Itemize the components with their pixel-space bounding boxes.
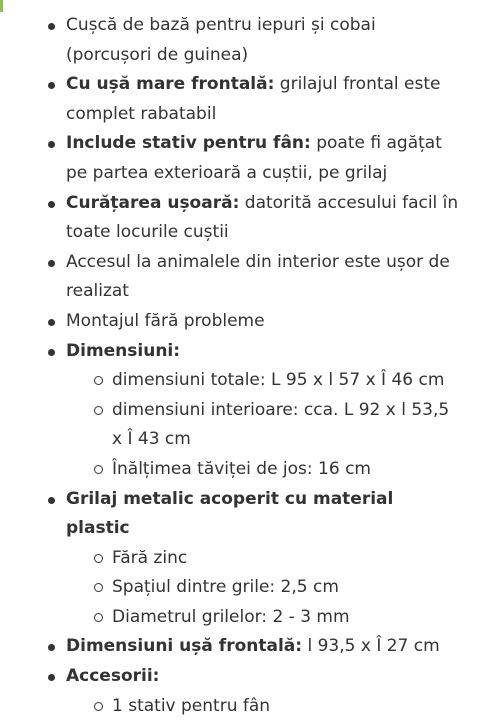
sub-item-text: dimensiuni interioare: cca. L 92 x l 53,5 x Î 43 cm <box>112 399 450 450</box>
sub-item <box>66 692 461 721</box>
bullet-icon <box>48 23 55 30</box>
feature-text: datorită accesului facil în toate locurile cuștii <box>66 192 459 243</box>
grid-sublist <box>66 544 461 633</box>
feature-item-dimensions <box>0 337 479 485</box>
feature-item <box>0 248 479 307</box>
sub-item <box>66 603 461 633</box>
feature-bold-label: Grilaj metalic acoperit cu material plastic <box>66 488 394 539</box>
sub-item <box>66 366 461 396</box>
bullet-icon <box>48 497 55 504</box>
feature-text: Montajul fără probleme <box>66 310 265 331</box>
sub-item <box>66 544 461 574</box>
sub-item-text: dimensiuni totale: L 95 x l 57 x Î 46 cm <box>112 370 445 391</box>
feature-text: poate fi agățat pe partea exterioară a cuștii, pe grilaj <box>66 133 442 183</box>
feature-item <box>0 129 479 188</box>
dimensions-sublist <box>66 366 461 484</box>
sub-item-text: 1 stativ pentru fân <box>112 695 271 716</box>
feature-item <box>0 11 479 70</box>
feature-bold-label: Curățarea ușoară: <box>66 192 240 213</box>
bullet-icon <box>48 674 55 681</box>
feature-item <box>0 70 479 129</box>
sub-item-text: Spațiul dintre grile: 2,5 cm <box>112 577 339 598</box>
feature-text: Cușcă de bază pentru iepuri și cobai (porcușori de guinea) <box>66 15 376 65</box>
feature-bold-label: Cu ușă mare frontală: <box>66 74 275 95</box>
circle-bullet-icon <box>94 702 103 711</box>
sub-item <box>66 573 461 603</box>
sub-item-text: Diametrul grilelor: 2 - 3 mm <box>112 606 350 627</box>
circle-bullet-icon <box>94 583 103 592</box>
bullet-icon <box>48 644 55 651</box>
circle-bullet-icon <box>94 406 103 415</box>
circle-bullet-icon <box>94 613 103 622</box>
product-features-list <box>0 11 479 721</box>
bullet-icon <box>48 201 55 208</box>
bullet-icon <box>48 141 55 148</box>
sub-item-text: Fără zinc <box>112 547 188 568</box>
accessories-sublist <box>66 692 461 721</box>
feature-bold-label: Dimensiuni ușă frontală: <box>66 636 303 657</box>
feature-text: grilajul frontal este complet rabatabil <box>66 74 441 124</box>
circle-bullet-icon <box>94 465 103 474</box>
circle-bullet-icon <box>94 554 103 563</box>
bullet-icon <box>48 319 55 326</box>
feature-text: l 93,5 x Î 27 cm <box>302 636 440 657</box>
feature-item <box>0 632 479 662</box>
circle-bullet-icon <box>94 376 103 385</box>
sub-item-text: Înălțimea tăviței de jos: 16 cm <box>112 458 371 479</box>
sub-item <box>66 455 461 485</box>
bullet-icon <box>48 82 55 89</box>
feature-item <box>0 307 479 337</box>
feature-item <box>0 189 479 248</box>
feature-item-accessories <box>0 662 479 721</box>
bullet-icon <box>48 260 55 267</box>
feature-item-grid <box>0 485 479 633</box>
feature-text: Accesul la animalele din interior este ușor de realizat <box>66 251 450 302</box>
feature-bold-label: Accesorii: <box>66 666 160 687</box>
feature-bold-label: Dimensiuni: <box>66 340 181 361</box>
sub-item <box>66 396 461 455</box>
bullet-icon <box>48 349 55 356</box>
feature-bold-label: Include stativ pentru fân: <box>66 133 311 154</box>
